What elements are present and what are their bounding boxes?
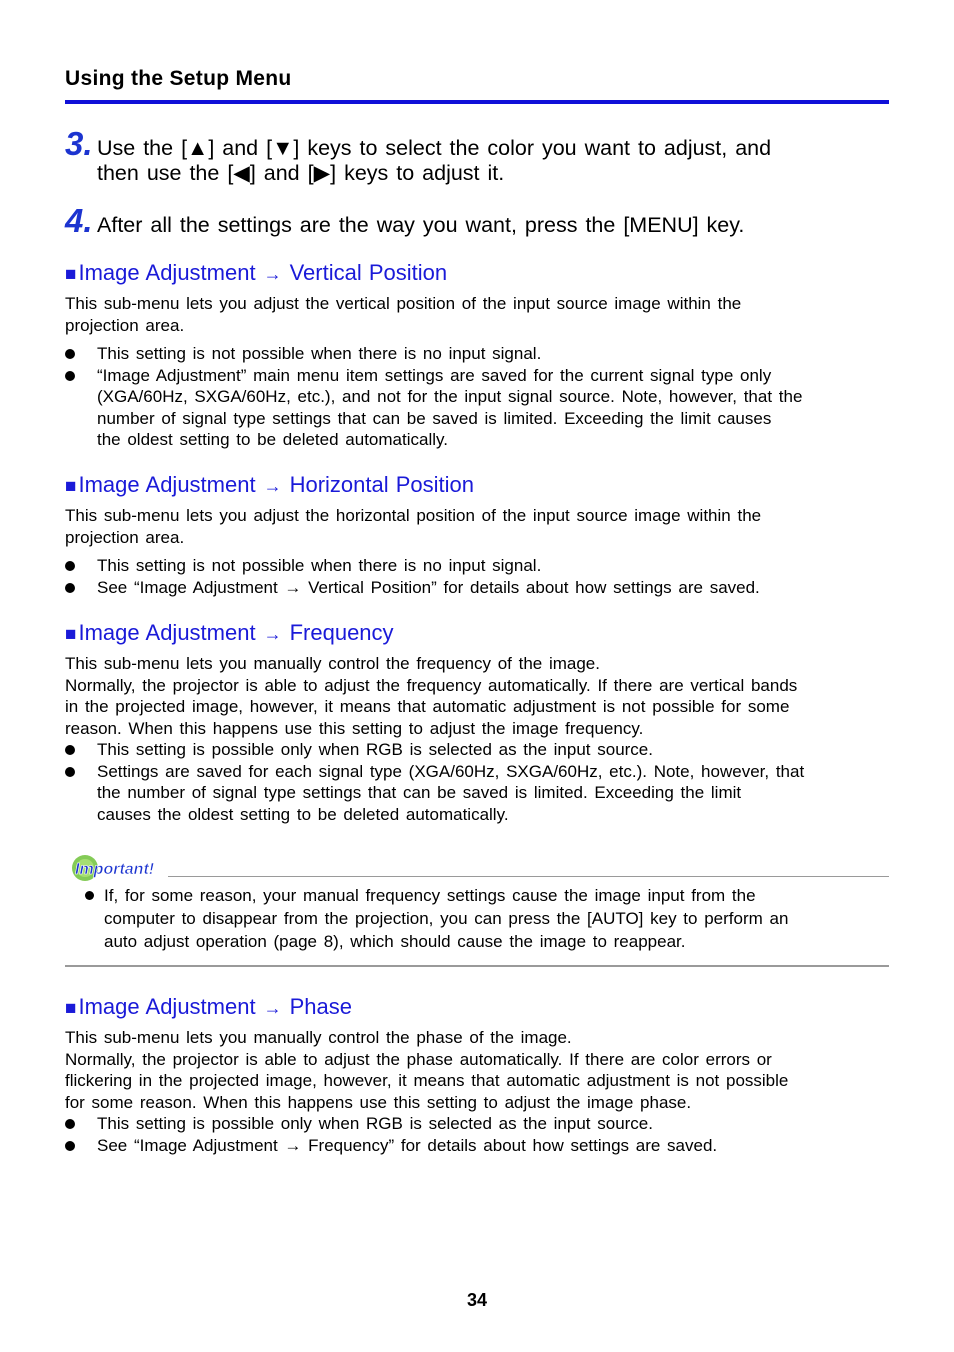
bullet-list — [65, 739, 865, 825]
list-item — [65, 739, 865, 761]
list-item — [65, 555, 865, 577]
bullet-list — [65, 1113, 865, 1156]
square-marker-icon: ■ — [65, 476, 77, 497]
section-heading-frequency — [65, 620, 394, 646]
bullet-line: “Image Adjustment” main menu item settings are saved for the current signal type only — [97, 365, 772, 385]
bullet-dot-icon — [65, 767, 75, 777]
important-note — [85, 884, 788, 953]
heading-right: Horizontal Position — [289, 472, 475, 497]
bullet-line: This setting is possible only when RGB is selected as the input source. — [97, 1114, 653, 1133]
arrow-right-icon: → — [263, 624, 282, 644]
bullet-dot-icon — [65, 1119, 75, 1129]
important-line: computer to disappear from the projection, you can press the [AUTO] key to perform an — [104, 909, 789, 928]
paragraph-line: This sub-menu lets you adjust the horizontal position of the input source image within the — [65, 506, 762, 525]
list-item — [65, 1135, 865, 1157]
section-heading-phase — [65, 994, 352, 1020]
bullet-line: See “Image Adjustment → Frequency” for details about how settings are saved. — [97, 1135, 718, 1155]
list-item — [65, 577, 865, 599]
bullet-dot-icon — [65, 583, 75, 593]
heading-left: Image Adjustment — [78, 620, 256, 645]
heading-left: Image Adjustment — [78, 260, 256, 285]
paragraph-line: Normally, the projector is able to adjust the phase automatically. If there are color errors or — [65, 1049, 772, 1069]
step-text-line: then use the [◀] and [▶] keys to adjust it. — [97, 161, 505, 185]
step-number: 4. — [65, 202, 93, 239]
bullet-dot-icon — [65, 745, 75, 755]
paragraph-line: in the projected image, however, it means that automatic adjustment is not possible for some — [65, 697, 790, 716]
list-item — [65, 343, 865, 365]
bullet-dot-icon — [65, 371, 75, 381]
bullet-line: (XGA/60Hz, SXGA/60Hz, etc.), and not for the input signal source. Note, however, that the — [97, 387, 803, 406]
square-marker-icon: ■ — [65, 624, 77, 645]
paragraph-line: This sub-menu lets you adjust the vertical position of the input source image within the — [65, 294, 742, 313]
list-item — [65, 1113, 865, 1135]
heading-right: Vertical Position — [289, 260, 448, 285]
important-badge-icon — [67, 853, 159, 883]
paragraph-line: for some reason. When this happens use this setting to adjust the image phase. — [65, 1092, 692, 1112]
important-line: auto adjust operation (page 8), which should cause the image to reappear. — [104, 932, 686, 951]
bullet-dot-icon — [65, 349, 75, 359]
section-paragraph — [65, 293, 865, 336]
square-marker-icon: ■ — [65, 264, 77, 285]
arrow-right-icon: → — [263, 476, 282, 496]
list-item — [85, 884, 788, 953]
paragraph-line: reason. When this happens use this setting to adjust the image frequency. — [65, 718, 644, 738]
page-number: 34 — [466, 1290, 488, 1310]
bullet-line: number of signal type settings that can be saved is limited. Exceeding the limit causes — [97, 408, 772, 428]
bullet-line: See “Image Adjustment → Vertical Position” for details about how settings are saved. — [97, 577, 760, 597]
paragraph-line: This sub-menu lets you manually control the frequency of the image. — [65, 654, 600, 673]
bullet-line: causes the oldest setting to be deleted automatically. — [97, 804, 509, 824]
paragraph-line: flickering in the projected image, however, it means that automatic adjustment is not possible — [65, 1071, 789, 1090]
list-item — [65, 365, 865, 451]
section-paragraph — [65, 1027, 865, 1113]
bullet-line: Settings are saved for each signal type (XGA/60Hz, SXGA/60Hz, etc.). Note, however, that — [97, 761, 805, 781]
important-badge — [67, 853, 159, 883]
section-paragraph — [65, 653, 865, 739]
bullet-line: This setting is not possible when there is no input signal. — [97, 344, 542, 363]
heading-right: Frequency — [289, 620, 394, 645]
bullet-dot-icon — [65, 561, 75, 571]
arrow-right-icon: → — [263, 264, 282, 284]
heading-left: Image Adjustment — [78, 994, 256, 1019]
important-divider-bottom — [65, 965, 889, 967]
paragraph-line: Normally, the projector is able to adjust the frequency automatically. If there are vertical bands — [65, 675, 798, 695]
heading-left: Image Adjustment — [78, 472, 256, 497]
bullet-dot-icon — [65, 1141, 75, 1151]
bullet-line: This setting is not possible when there is no input signal. — [97, 556, 542, 575]
important-badge-text: Important! — [75, 861, 155, 878]
step-text-line: Use the [▲] and [▼] keys to select the color you want to adjust, and — [97, 136, 772, 160]
page-header-title: Using the Setup Menu — [65, 67, 292, 90]
important-divider-top — [168, 876, 889, 877]
bullet-list — [65, 343, 865, 451]
step-text-line: After all the settings are the way you want, press the [MENU] key. — [97, 213, 745, 237]
section-heading-horizontal-position — [65, 472, 474, 498]
paragraph-line: This sub-menu lets you manually control the phase of the image. — [65, 1028, 572, 1047]
bullet-line: the oldest setting to be deleted automatically. — [97, 430, 448, 449]
section-paragraph — [65, 505, 865, 548]
bullet-line: This setting is possible only when RGB is selected as the input source. — [97, 740, 653, 759]
header-rule — [65, 100, 889, 104]
bullet-dot-icon — [85, 891, 94, 900]
important-line: If, for some reason, your manual frequency settings cause the image input from the — [104, 886, 756, 905]
section-heading-vertical-position — [65, 260, 447, 286]
bullet-list — [65, 555, 865, 598]
paragraph-line: projection area. — [65, 315, 185, 335]
arrow-right-icon: → — [263, 998, 282, 1018]
heading-right: Phase — [289, 994, 352, 1019]
paragraph-line: projection area. — [65, 527, 185, 547]
bullet-line: the number of signal type settings that can be saved is limited. Exceeding the limit — [97, 783, 742, 802]
step-number: 3. — [65, 125, 93, 162]
square-marker-icon: ■ — [65, 998, 77, 1019]
list-item — [65, 761, 865, 826]
